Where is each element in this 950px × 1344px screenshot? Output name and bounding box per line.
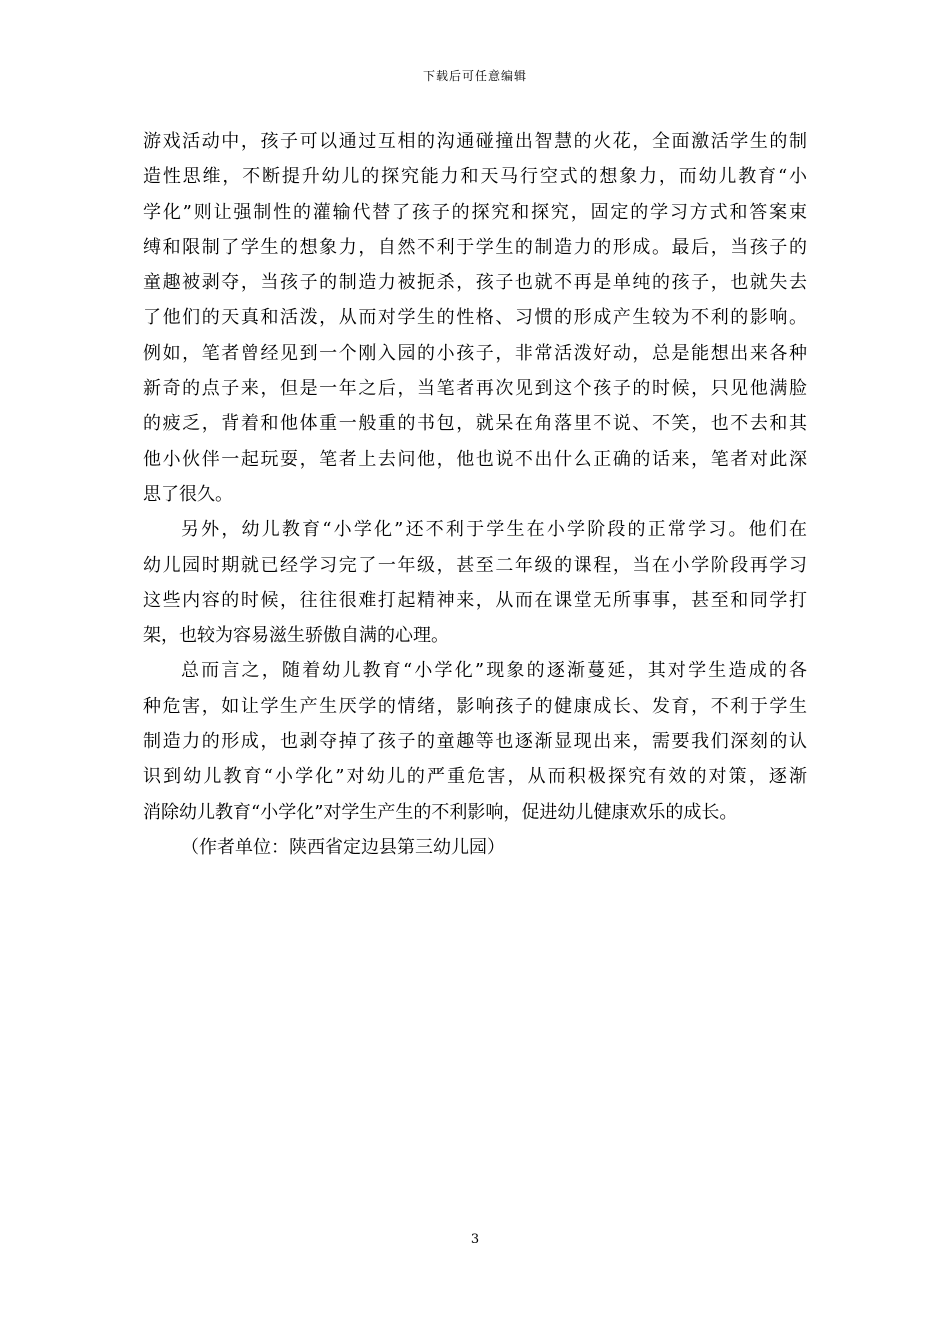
text-line: 消除幼儿教育“小学化”对学生产生的不利影响，促进幼儿健康欢乐的成长。: [143, 801, 738, 823]
page-header: 下载后可任意编辑: [422, 69, 527, 83]
text-line: 造性思维，不断提升幼儿的探究能力和天马行空式的想象力，而幼儿教育“小: [143, 166, 807, 188]
page-number: 3: [470, 1232, 480, 1247]
text-line: 制造力的形成，也剥夺掉了孩子的童趣等也逐渐显现出来，需要我们深刻的认: [143, 731, 807, 753]
text-line: 另外，幼儿教育“小学化”还不利于学生在小学阶段的正常学习。他们在: [181, 519, 807, 541]
text-line: 总而言之，随着幼儿教育“小学化”现象的逐渐蔓延，其对学生造成的各: [181, 660, 807, 682]
text-line: 的疲乏，背着和他体重一般重的书包，就呆在角落里不说、不笑，也不去和其: [143, 413, 807, 435]
text-line: 游戏活动中，孩子可以通过互相的沟通碰撞出智慧的火花，全面激活学生的制: [143, 131, 807, 152]
text-line: 学化”则让强制性的灌输代替了孩子的探究和探究，固定的学习方式和答案束: [143, 201, 807, 223]
text-line: 缚和限制了学生的想象力，自然不利于学生的制造力的形成。最后，当孩子的: [143, 236, 807, 258]
text-line: 种危害，如让学生产生厌学的情绪，影响孩子的健康成长、发育，不利于学生: [143, 695, 807, 717]
text-line: 架，也较为容易滋生骄傲自满的心理。: [143, 625, 449, 647]
text-line: 例如，笔者曾经见到一个刚入园的小孩子，非常活泼好动，总是能想出来各种: [143, 342, 807, 364]
text-line: 童趣被剥夺，当孩子的制造力被扼杀，孩子也就不再是单纯的孩子，也就失去: [143, 272, 807, 294]
text-line: 识到幼儿教育“小学化”对幼儿的严重危害，从而积极探究有效的对策，逐渐: [143, 766, 807, 788]
text-line: 新奇的点子来，但是一年之后，当笔者再次见到这个孩子的时候，只见他满脸: [143, 378, 807, 400]
text-line: 他小伙伴一起玩耍，笔者上去问他，他也说不出什么正确的话来，笔者对此深: [143, 448, 807, 470]
text-line: 了他们的天真和活泼，从而对学生的性格、习惯的形成产生较为不利的影响。: [143, 307, 807, 329]
text-line: 这些内容的时候，往往很难打起精神来，从而在课堂无所事事，甚至和同学打: [143, 589, 807, 611]
text-line: 思了很久。: [143, 483, 233, 505]
author-affiliation: （作者单位：陕西省定边县第三幼儿园）: [181, 836, 505, 858]
body-text: [143, 124, 807, 865]
text-line: 幼儿园时期就已经学习完了一年级，甚至二年级的课程，当在小学阶段再学习: [143, 554, 807, 576]
